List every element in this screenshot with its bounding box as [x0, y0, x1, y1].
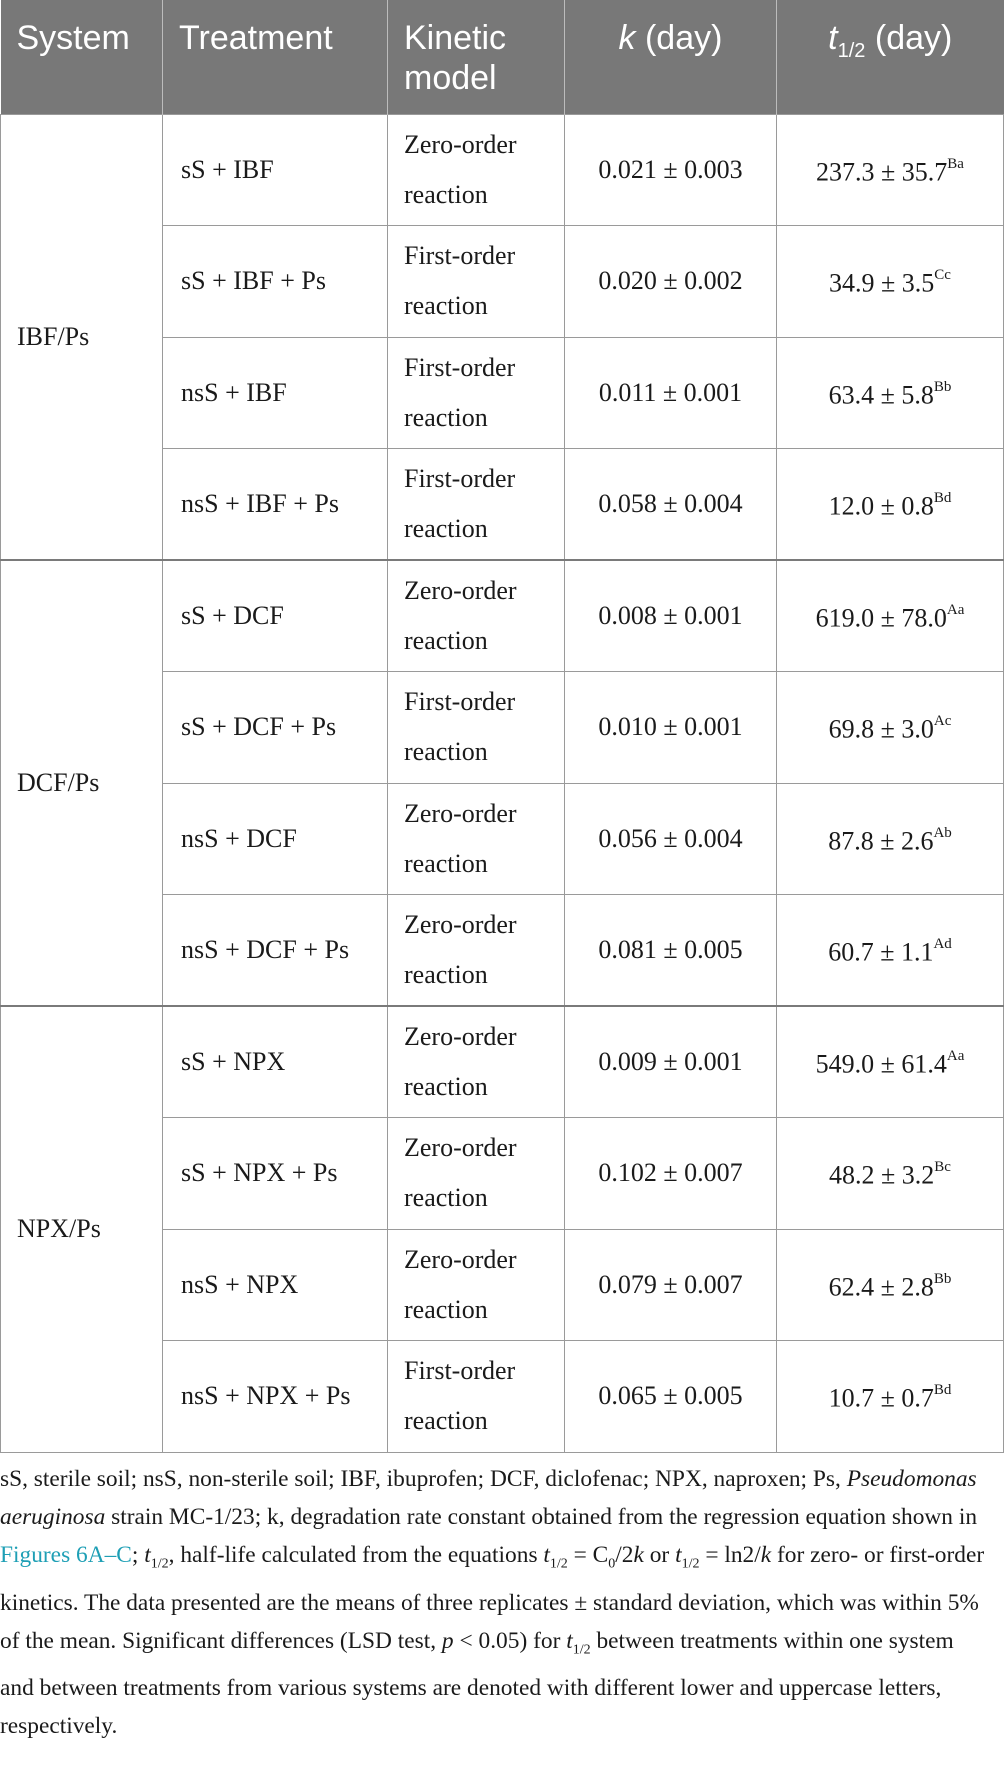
- footnote-text-4: , half-life calculated from the equations: [168, 1542, 544, 1568]
- half-life-cell: [777, 1341, 1004, 1453]
- significance-letters: Ab: [933, 824, 952, 841]
- half-life-value: 12.0 ± 0.8: [828, 491, 934, 521]
- kinetic-model-cell: First-order reaction: [388, 337, 565, 449]
- half-life-value: 48.2 ± 3.2: [829, 1161, 935, 1191]
- system-cell: IBF/Ps: [1, 114, 163, 560]
- half-life-cell: [777, 449, 1004, 561]
- table-row: [1, 1006, 1004, 1118]
- footnote-t-4: t: [566, 1627, 573, 1654]
- significance-letters: Aa: [946, 602, 965, 619]
- k-value-cell: 0.020 ± 0.002: [565, 226, 777, 338]
- kinetic-model-cell: First-order reaction: [388, 449, 565, 561]
- k-value-cell: 0.081 ± 0.005: [565, 895, 777, 1007]
- k-value-cell: 0.065 ± 0.005: [565, 1341, 777, 1453]
- footnote-t-1: t: [144, 1542, 151, 1568]
- kinetic-model-cell: First-order reaction: [388, 1341, 565, 1453]
- k-value-cell: 0.102 ± 0.007: [565, 1118, 777, 1230]
- table-body: [1, 114, 1004, 1452]
- k-value-cell: 0.056 ± 0.004: [565, 783, 777, 895]
- k-value-cell: 0.011 ± 0.001: [565, 337, 777, 449]
- table-row: [1, 560, 1004, 672]
- half-life-value: 60.7 ± 1.1: [828, 937, 934, 967]
- figures-link[interactable]: Figures 6A–C: [0, 1542, 132, 1568]
- significance-letters: Bb: [933, 1270, 952, 1287]
- half-life-cell: [777, 1229, 1004, 1341]
- footnote-t-2: t: [543, 1542, 550, 1568]
- kinetic-model-cell: Zero-order reaction: [388, 1229, 565, 1341]
- half-life-value: 10.7 ± 0.7: [828, 1384, 934, 1414]
- footnote-text-2: strain MC-1/23; k, degradation rate constant obtained from the regression equation shown in: [105, 1504, 978, 1530]
- table-row: [1, 114, 1004, 226]
- footnote-text-5: for zero- or first-order kinetics. The data presented are the means of three replicates ± standard deviation, which was within 5% of the mean. Significant differences (LSD test,: [0, 1542, 985, 1654]
- half-life-cell: [777, 672, 1004, 784]
- footnote-t-3: t: [675, 1542, 682, 1568]
- footnote-text-6: < 0.05) for: [453, 1627, 567, 1654]
- footnote-eq2-b: = ln2/: [699, 1542, 761, 1568]
- k-value-cell: 0.021 ± 0.003: [565, 114, 777, 226]
- footnote-eq1-a: = C: [567, 1542, 609, 1568]
- half-life-value: 237.3 ± 35.7: [816, 157, 948, 187]
- table-footnote: [0, 1460, 990, 1745]
- kinetic-model-cell: First-order reaction: [388, 226, 565, 338]
- footnote-t-sub-3: 1/2: [681, 1556, 700, 1572]
- kinetic-model-cell: Zero-order reaction: [388, 783, 565, 895]
- half-life-value: 69.8 ± 3.0: [828, 715, 934, 745]
- footnote-text-7: between treatments within one system and between treatments from various systems are denoted with different lower and uppercase letters, respectively.: [0, 1627, 954, 1740]
- k-value-cell: 0.008 ± 0.001: [565, 560, 777, 672]
- half-life-value: 63.4 ± 5.8: [828, 380, 934, 410]
- footnote-text-3: ;: [131, 1542, 145, 1568]
- kinetic-model-cell: Zero-order reaction: [388, 1118, 565, 1230]
- treatment-cell: sS + DCF + Ps: [163, 672, 388, 784]
- footnote-p: p: [441, 1627, 454, 1654]
- footnote-eq1-sub: 0: [608, 1556, 616, 1572]
- half-life-value: 549.0 ± 61.4: [815, 1049, 947, 1079]
- k-value-cell: 0.058 ± 0.004: [565, 449, 777, 561]
- treatment-cell: nsS + DCF + Ps: [163, 895, 388, 1007]
- footnote-k-2: k: [760, 1542, 772, 1568]
- system-cell: DCF/Ps: [1, 560, 163, 1006]
- treatment-cell: nsS + IBF: [163, 337, 388, 449]
- footnote-eq2-a: or: [643, 1542, 676, 1568]
- header-t-half: [777, 0, 1004, 114]
- kinetic-model-cell: Zero-order reaction: [388, 560, 565, 672]
- half-life-value: 87.8 ± 2.6: [828, 826, 934, 856]
- header-t-unit: (day): [874, 19, 953, 57]
- footnote-eq1-b: /2: [615, 1542, 634, 1568]
- header-k-symbol: k: [618, 19, 636, 57]
- table-header-row: [1, 0, 1004, 114]
- significance-letters: Aa: [946, 1048, 965, 1065]
- half-life-value: 62.4 ± 2.8: [828, 1272, 934, 1302]
- half-life-cell: [777, 1006, 1004, 1118]
- header-t-sub: 1/2: [837, 39, 866, 62]
- half-life-value: 34.9 ± 3.5: [829, 269, 935, 299]
- treatment-cell: sS + IBF: [163, 114, 388, 226]
- half-life-cell: [777, 560, 1004, 672]
- significance-letters: Bd: [933, 1382, 952, 1399]
- footnote-species: Pseudomonas aeruginosa: [0, 1466, 977, 1530]
- header-system: System: [1, 0, 163, 114]
- half-life-cell: [777, 226, 1004, 338]
- treatment-cell: nsS + NPX + Ps: [163, 1341, 388, 1453]
- treatment-cell: sS + NPX: [163, 1006, 388, 1118]
- half-life-cell: [777, 783, 1004, 895]
- footnote-t-sub-2: 1/2: [549, 1556, 568, 1572]
- header-t-symbol: t: [828, 19, 838, 57]
- half-life-value: 619.0 ± 78.0: [815, 603, 947, 633]
- header-kinetic-model: Kinetic model: [388, 0, 565, 114]
- footnote-k-1: k: [633, 1542, 644, 1568]
- significance-letters: Ad: [933, 936, 952, 953]
- k-value-cell: 0.079 ± 0.007: [565, 1229, 777, 1341]
- k-value-cell: 0.010 ± 0.001: [565, 672, 777, 784]
- significance-letters: Bd: [933, 490, 952, 507]
- footnote-t-sub-1: 1/2: [150, 1556, 169, 1572]
- half-life-cell: [777, 337, 1004, 449]
- significance-letters: Ac: [933, 713, 952, 730]
- half-life-cell: [777, 1118, 1004, 1230]
- treatment-cell: sS + IBF + Ps: [163, 226, 388, 338]
- half-life-cell: [777, 895, 1004, 1007]
- header-k-unit: (day): [644, 19, 723, 57]
- significance-letters: Cc: [934, 267, 951, 284]
- significance-letters: Ba: [947, 155, 964, 172]
- footnote-abbrev: sS, sterile soil; nsS, non-sterile soil; IBF, ibuprofen; DCF, diclofenac; NPX, naproxen; Ps,: [0, 1466, 847, 1492]
- header-treatment: Treatment: [163, 0, 388, 114]
- header-k: [565, 0, 777, 114]
- significance-letters: Bb: [933, 378, 952, 395]
- k-value-cell: 0.009 ± 0.001: [565, 1006, 777, 1118]
- treatment-cell: nsS + DCF: [163, 783, 388, 895]
- half-life-cell: [777, 114, 1004, 226]
- treatment-cell: nsS + IBF + Ps: [163, 449, 388, 561]
- footnote-t-sub-4: 1/2: [572, 1642, 591, 1658]
- treatment-cell: sS + DCF: [163, 560, 388, 672]
- kinetic-model-cell: First-order reaction: [388, 672, 565, 784]
- system-cell: NPX/Ps: [1, 1006, 163, 1452]
- kinetic-model-cell: Zero-order reaction: [388, 1006, 565, 1118]
- treatment-cell: sS + NPX + Ps: [163, 1118, 388, 1230]
- kinetic-model-cell: Zero-order reaction: [388, 114, 565, 226]
- kinetic-model-cell: Zero-order reaction: [388, 895, 565, 1007]
- treatment-cell: nsS + NPX: [163, 1229, 388, 1341]
- significance-letters: Bc: [934, 1159, 951, 1176]
